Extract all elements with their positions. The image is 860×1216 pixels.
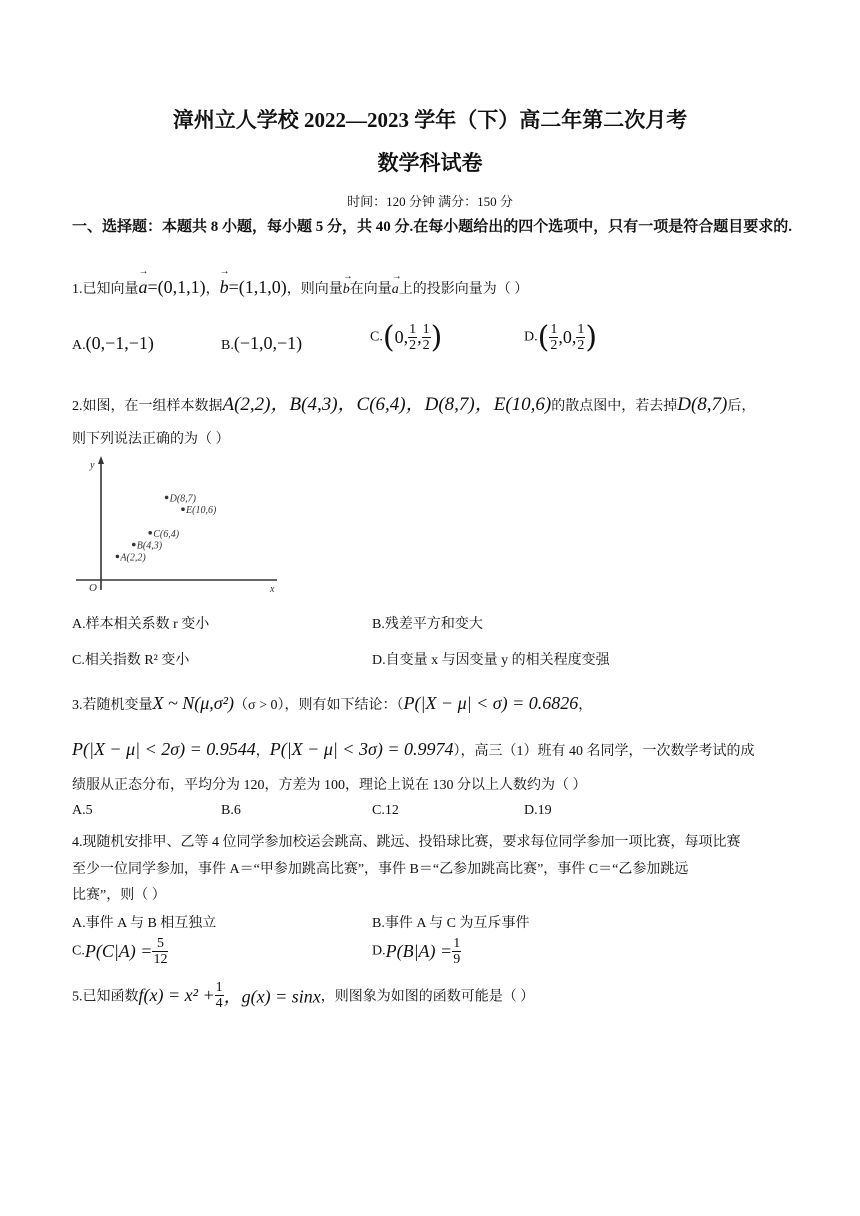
points-layer <box>116 493 217 563</box>
q5-tail: ，则图象为如图的函数可能是（ ） <box>320 989 535 1005</box>
q2-points: A(2,2)，B(4,3)，C(6,4)，D(8,7)，E(10,6) <box>222 394 552 415</box>
x-axis-label: x <box>270 584 275 595</box>
q5-denominator: 4 <box>215 996 223 1011</box>
q2-option-a: A.样本相关系数 r 变小 <box>72 617 210 632</box>
q3-mid: ，则有如下结论：（ <box>284 698 404 713</box>
question-2-line2: 则下列说法正确的为（ ） <box>72 432 230 447</box>
q4-option-b: B.事件 A 与 C 为互斥事件 <box>372 916 530 931</box>
data-point-label: A(2,2) <box>120 552 146 564</box>
q4-c-denominator: 12 <box>153 952 168 967</box>
question-3-line1 <box>72 693 592 714</box>
q1-a-value: =(0,1,1) <box>147 277 206 297</box>
q4-c-numerator: 5 <box>152 936 168 952</box>
q4-option-c <box>72 936 168 967</box>
q1-option-a <box>72 333 154 354</box>
q1-mid2: 在向量 <box>349 282 392 297</box>
q5-f-expr: f(x) = x² + <box>138 985 215 1005</box>
q1-option-d-label: D. <box>524 329 538 345</box>
origin-label: O <box>89 582 97 594</box>
vector-b: → b <box>220 277 229 298</box>
q3-condition: （σ > 0） <box>234 698 285 713</box>
vector-a-ref: → a <box>392 282 399 298</box>
q3-option-d: D.19 <box>524 803 552 818</box>
q1-mid: ，则向量 <box>286 282 343 297</box>
data-point <box>148 531 152 535</box>
data-point <box>132 543 136 547</box>
y-axis-label: y <box>90 460 95 471</box>
q2-removed-point: D(8,7) <box>677 394 728 415</box>
q4-d-denominator: 9 <box>453 952 461 967</box>
data-point <box>181 507 185 511</box>
q1-option-a-label: A. <box>72 338 86 353</box>
q1-option-b <box>221 333 302 354</box>
question-4-line1: 4.现随机安排甲、乙等 4 位同学参加校运会跳高、跳远、投铅球比赛，要求每位同学参加一项比赛，每项比赛 <box>72 835 741 850</box>
q3-formula-2: P(|X − μ| < 2σ) = 0.9544 <box>72 739 256 759</box>
q4-option-c-expr: P(C|A) = <box>84 941 153 961</box>
q1-option-b-value: (−1,0,−1) <box>233 333 303 353</box>
question-4-line3: 比赛”，则（ ） <box>72 888 166 903</box>
q5-lead: 5.已知函数 <box>72 989 139 1005</box>
data-point-label: B(4,3) <box>136 540 163 552</box>
vector-a: → a <box>139 277 148 298</box>
q3-option-c: C.12 <box>372 803 399 818</box>
exam-meta: 时间：120 分钟 满分：150 分 <box>347 194 513 209</box>
data-point <box>116 555 120 559</box>
question-4-line2: 至少一位同学参加，事件 A＝“甲参加跳高比赛”，事件 B＝“乙参加跳高比赛”，事件 C＝“乙参加跳远 <box>72 862 689 877</box>
q1-b-value: =(1,1,0) <box>228 277 287 297</box>
question-1-stem: 1.已知向量→ a=(0,1,1)，→ b=(1,1,0)，则向量→ b在向量→ a上的投影向量为（ ） <box>72 277 528 298</box>
question-3-line3: 绩服从正态分布，平均分为 120，方差为 100，理论上说在 130 分以上人数约为（ ） <box>72 778 587 793</box>
data-point-label: E(10,6) <box>186 505 217 517</box>
q2-option-d: D.自变量 x 与因变量 y 的相关程度变强 <box>372 653 610 668</box>
question-5-stem <box>72 980 534 1011</box>
q4-option-c-fraction <box>152 936 168 967</box>
q2-option-b: B.残差平方和变大 <box>372 617 483 632</box>
vector-b-ref: → b <box>343 282 350 298</box>
q5-fraction <box>215 980 224 1011</box>
q2-tail: 后， <box>727 399 756 414</box>
q1-option-a-value: (0,−1,−1) <box>85 333 154 353</box>
q4-option-c-label: C. <box>72 943 85 959</box>
exam-subtitle: 数学科试卷 <box>377 151 483 175</box>
q3-option-b: B.6 <box>221 803 241 818</box>
q3-option-a: A.5 <box>72 803 93 818</box>
q3-formula-3: P(|X − μ| < 3σ) = 0.9974 <box>269 739 454 759</box>
q3-line1-end: ， <box>578 698 593 713</box>
q3-line2-tail: ），高三（1）班有 40 名同学，一次数学考试的成 <box>453 744 755 759</box>
q1-tail: 上的投影向量为（ ） <box>398 282 529 297</box>
y-axis-arrow <box>98 456 104 464</box>
q1-option-d: D.( $\frac{1}{2}$ ,0, $\frac{1}{2}$ ) <box>524 320 598 355</box>
q4-option-d-label: D. <box>372 943 386 959</box>
q1-option-b-label: B. <box>221 338 234 353</box>
q3-formula-1: P(|X − μ| < σ) = 0.6826 <box>403 693 579 713</box>
q4-option-d <box>372 936 461 967</box>
q2-lead: 2.如图，在一组样本数据 <box>72 399 223 414</box>
q1-option-c-label: C. <box>370 329 383 345</box>
q3-lead: 3.若随机变量 <box>72 698 153 713</box>
section-heading: 一、选择题：本题共 8 小题，每小题 5 分，共 40 分.在每小题给出的四个选项中，只有一项是符合题目要求的. <box>72 219 793 235</box>
q4-option-d-fraction <box>452 936 461 967</box>
question-2-stem <box>72 389 755 416</box>
q3-distribution: X ~ N(μ,σ²) <box>152 693 235 713</box>
data-point <box>165 496 169 500</box>
q1-option-c: C.(0, $\frac{1}{2}$ , $\frac{1}{2}$ ) <box>370 320 443 355</box>
q4-option-a: A.事件 A 与 B 相互独立 <box>72 916 217 931</box>
q2-option-c: C.相关指数 R² 变小 <box>72 653 190 668</box>
data-point-label: D(8,7) <box>169 493 196 505</box>
q4-d-numerator: 1 <box>453 936 461 951</box>
q1-lead: 1.已知向量 <box>72 282 139 297</box>
q3-separator: ， <box>255 744 270 759</box>
q5-numerator: 1 <box>215 980 223 995</box>
question-3-line2 <box>72 739 754 760</box>
data-point-label: C(6,4) <box>153 528 180 540</box>
q5-g-expr: ，g(x) = sinx <box>223 986 321 1007</box>
q4-option-d-expr: P(B|A) = <box>385 941 453 961</box>
q2-mid: 的散点图中，若去掉 <box>551 399 678 414</box>
scatter-plot <box>72 452 286 598</box>
exam-title: 漳州立人学校 2022—2023 学年（下）高二年第二次月考 <box>172 108 688 132</box>
